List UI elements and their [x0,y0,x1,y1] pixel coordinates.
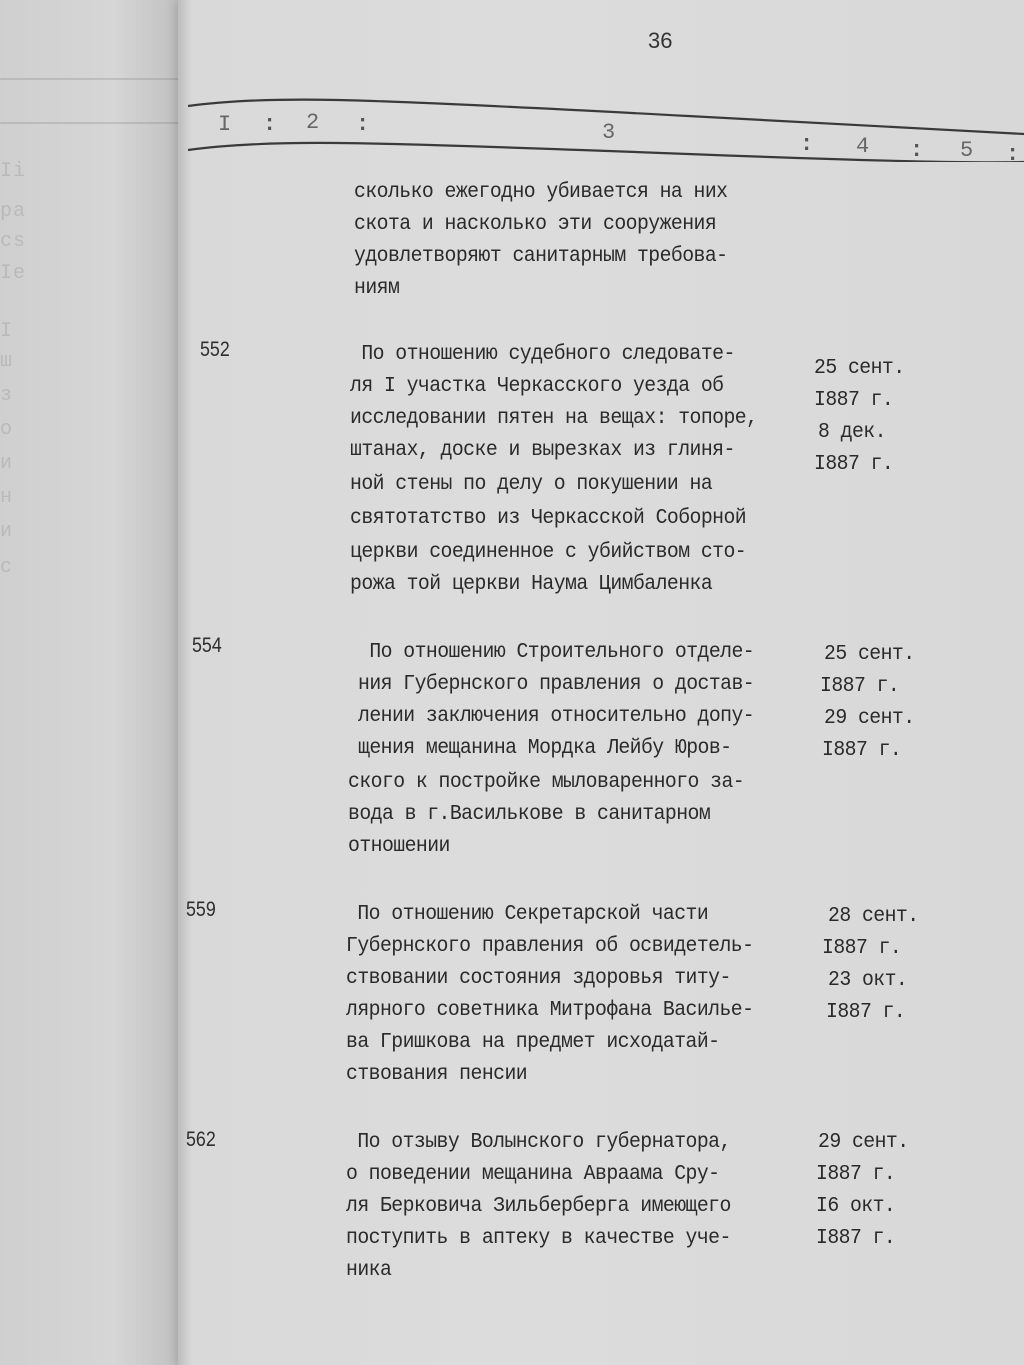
text-line: ля I участка Черкасского уезда об [350,374,724,398]
start-date: 29 сент. [818,1130,909,1154]
text-line: вода в г.Василькове в санитарном [348,802,711,826]
text-line: ствовании состояния здоровья титу- [346,966,731,990]
text-line: отношении [348,834,450,858]
text-line: рожа той церкви Наума Цимбаленка [350,572,713,596]
text-line: удовлетворяют санитарным требова- [354,244,728,268]
bleed-through-text: о [0,418,14,441]
start-date: 25 сент. [814,356,905,380]
text-line: ствования пенсии [346,1062,528,1086]
text-line: ского к постройке мыловаренного за- [348,770,745,794]
column-4-label: 4 [856,134,870,159]
column-5-label: 5 [960,138,974,163]
entry-number: 559 [186,898,216,921]
column-1-label: I [218,112,232,137]
text-line: щения мещанина Мордка Лейбу Юров- [358,736,732,760]
text-line: По отношению судебного следовате- [350,342,735,366]
end-date: I6 окт. [816,1194,896,1218]
text-line: ной стены по делу о покушении на [350,472,713,496]
text-line: скота и насколько эти сооружения [354,212,717,236]
end-year: I887 г. [816,1226,896,1250]
text-line: Губернского правления об освидетель- [346,934,754,958]
text-line: штанах, доске и вырезках из глиня- [350,438,735,462]
entry-number: 562 [186,1128,216,1151]
text-line: ва Гришкова на предмет исходатай- [346,1030,720,1054]
text-line: ля Берковича Зильберберга имеющего [346,1194,731,1218]
ghost-rule [0,78,180,80]
text-line: святотатство из Черкасской Соборной [350,506,747,530]
column-3-label: 3 [602,120,616,145]
column-2-label: 2 [306,110,320,135]
bleed-through-text: I [0,320,14,343]
text-line: лении заключения относительно допу- [358,704,755,728]
page-number: 36 [648,28,673,53]
document-page [178,0,1024,1365]
ghost-rule [0,122,180,124]
bleed-through-text: и [0,520,14,543]
text-line: По отзыву Волынского губернатора, [346,1130,731,1154]
text-line: церкви соединенное с убийством сто- [350,540,747,564]
bleed-through-text: pa [0,200,27,223]
end-date: 23 окт. [828,968,908,992]
text-line: исследовании пятен на вещах: топоре, [350,406,758,430]
text-line: сколько ежегодно убивается на них [354,180,728,204]
bleed-through-text: н [0,486,14,509]
text-line: лярного советника Митрофана Василье- [346,998,754,1022]
column-separator: : [910,138,924,163]
start-year: I887 г. [816,1162,896,1186]
start-year: I887 г. [822,936,902,960]
start-year: I887 г. [814,388,894,412]
column-header [188,92,1024,167]
end-date: 29 сент. [824,706,915,730]
facing-page-edge [0,0,190,1365]
start-date: 28 сент. [828,904,919,928]
text-line: ния Губернского правления о достав- [358,672,755,696]
bleed-through-text: Ii [0,160,27,183]
column-separator: : [1006,142,1020,167]
entry-number: 554 [192,634,222,657]
bleed-through-text: з [0,384,14,407]
column-separator: : [263,112,277,137]
bleed-through-text: и [0,452,14,475]
start-date: 25 сент. [824,642,915,666]
start-year: I887 г. [820,674,900,698]
end-year: I887 г. [822,738,902,762]
end-date: 8 дек. [818,420,886,444]
end-year: I887 г. [814,452,894,476]
entry-number: 552 [200,338,230,361]
text-line: ника [346,1258,392,1282]
text-line: о поведении мещанина Авраама Сру- [346,1162,720,1186]
text-line: поступить в аптеку в качестве уче- [346,1226,731,1250]
bleed-through-text: Ie [0,262,27,285]
text-line: По отношению Строительного отделе- [358,640,755,664]
end-year: I887 г. [826,1000,906,1024]
column-separator: : [356,112,370,137]
text-line: По отношению Секретарской части [346,902,709,926]
bleed-through-text: ш [0,350,14,373]
bleed-through-text: с [0,556,14,579]
text-line: ниям [354,276,400,300]
bleed-through-text: cs [0,230,27,253]
column-separator: : [800,132,814,157]
